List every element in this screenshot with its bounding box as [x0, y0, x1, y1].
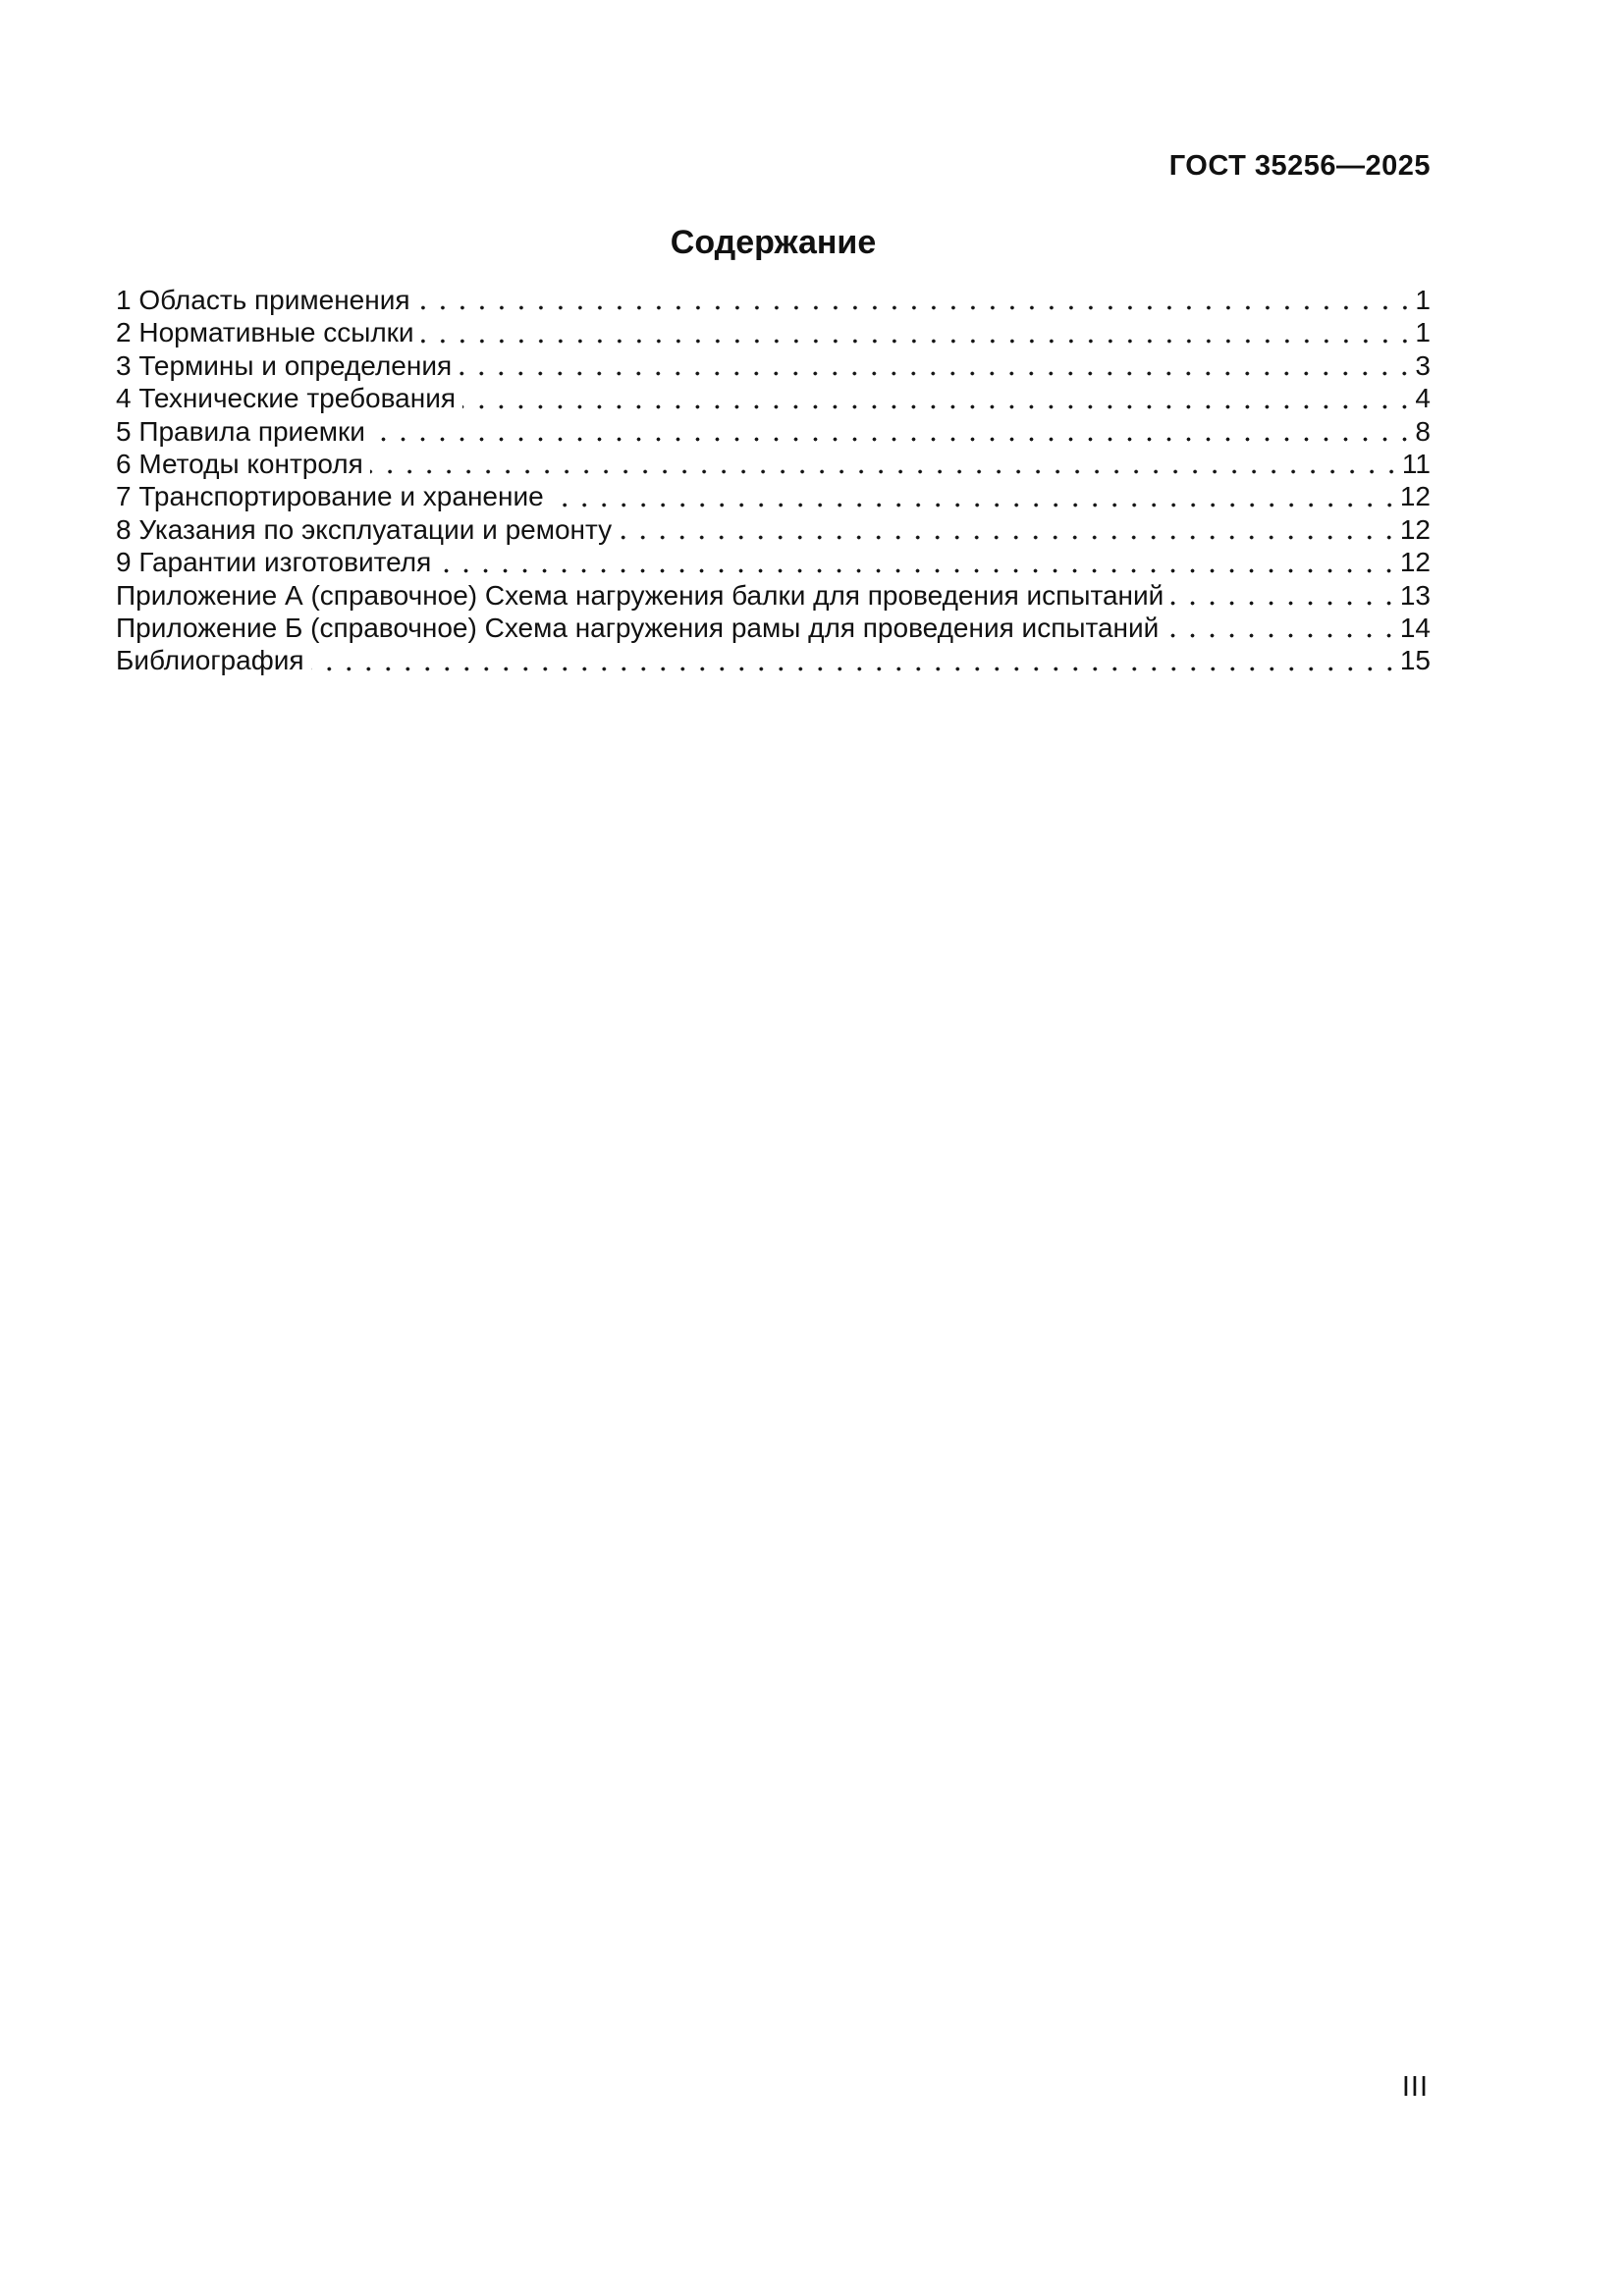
toc-entry-page-number: 8: [1415, 415, 1431, 447]
toc-entry-page-number: 12: [1399, 513, 1431, 545]
toc-entry-page-number: 4: [1415, 383, 1431, 414]
toc-entry: [116, 350, 1431, 383]
dot-leader: [551, 481, 1399, 513]
toc-entry: [116, 645, 1431, 677]
dot-leader: [459, 350, 1414, 383]
toc-entry-label: Библиография: [116, 645, 304, 676]
toc-entry: [116, 580, 1431, 613]
toc-entry-page-number: 13: [1399, 579, 1431, 611]
toc-entry-page-number: 12: [1399, 481, 1431, 512]
toc-entry: [116, 416, 1431, 449]
dot-leader: [462, 383, 1414, 415]
toc-entry-label: 6 Методы контроля: [116, 448, 363, 479]
toc-entry-page-number: 15: [1399, 645, 1431, 676]
toc-entry-label: 8 Указания по эксплуатации и ремонту: [116, 513, 613, 545]
toc-entry-page-number: 11: [1401, 448, 1431, 479]
document-designation: ГОСТ 35256—2025: [1168, 150, 1431, 182]
toc-entry: [116, 514, 1431, 547]
toc-entry-label: 9 Гарантии изготовителя: [116, 547, 432, 578]
dot-leader: [438, 547, 1399, 579]
toc-entry: [116, 285, 1431, 317]
toc-entry-label: 3 Термины и определения: [116, 349, 453, 381]
toc-entry-page-number: 14: [1399, 612, 1431, 643]
dot-leader: [1165, 613, 1399, 645]
toc-entry: [116, 449, 1431, 481]
toc-entry: [116, 613, 1431, 645]
table-of-contents: [116, 285, 1431, 678]
dot-leader: [372, 416, 1415, 449]
dot-leader: [370, 449, 1401, 481]
toc-entry-label: 4 Технические требования: [116, 383, 457, 414]
dot-leader: [311, 645, 1399, 677]
dot-leader: [417, 285, 1415, 317]
dot-leader: [1170, 580, 1399, 613]
toc-entry-page-number: 3: [1415, 349, 1431, 381]
toc-entry-label: 2 Нормативные ссылки: [116, 317, 414, 348]
dot-leader: [619, 514, 1399, 547]
page-title: Содержание: [670, 224, 877, 261]
toc-entry-label: 7 Транспортирование и хранение: [116, 481, 544, 512]
toc-entry-page-number: 1: [1415, 317, 1431, 348]
toc-entry: [116, 317, 1431, 349]
page-number-roman: III: [1401, 2071, 1429, 2103]
toc-entry-page-number: 12: [1399, 547, 1431, 578]
toc-entry: [116, 547, 1431, 579]
toc-entry-label: 5 Правила приемки: [116, 415, 365, 447]
toc-entry: [116, 383, 1431, 415]
toc-entry-page-number: 1: [1415, 285, 1431, 315]
toc-entry-label: 1 Область применения: [116, 285, 410, 315]
toc-entry-label: Приложение А (справочное) Схема нагружения балки для проведения испытаний: [116, 579, 1164, 611]
toc-entry-label: Приложение Б (справочное) Схема нагружения рамы для проведения испытаний: [116, 612, 1160, 643]
dot-leader: [421, 317, 1415, 349]
toc-entry: [116, 481, 1431, 513]
